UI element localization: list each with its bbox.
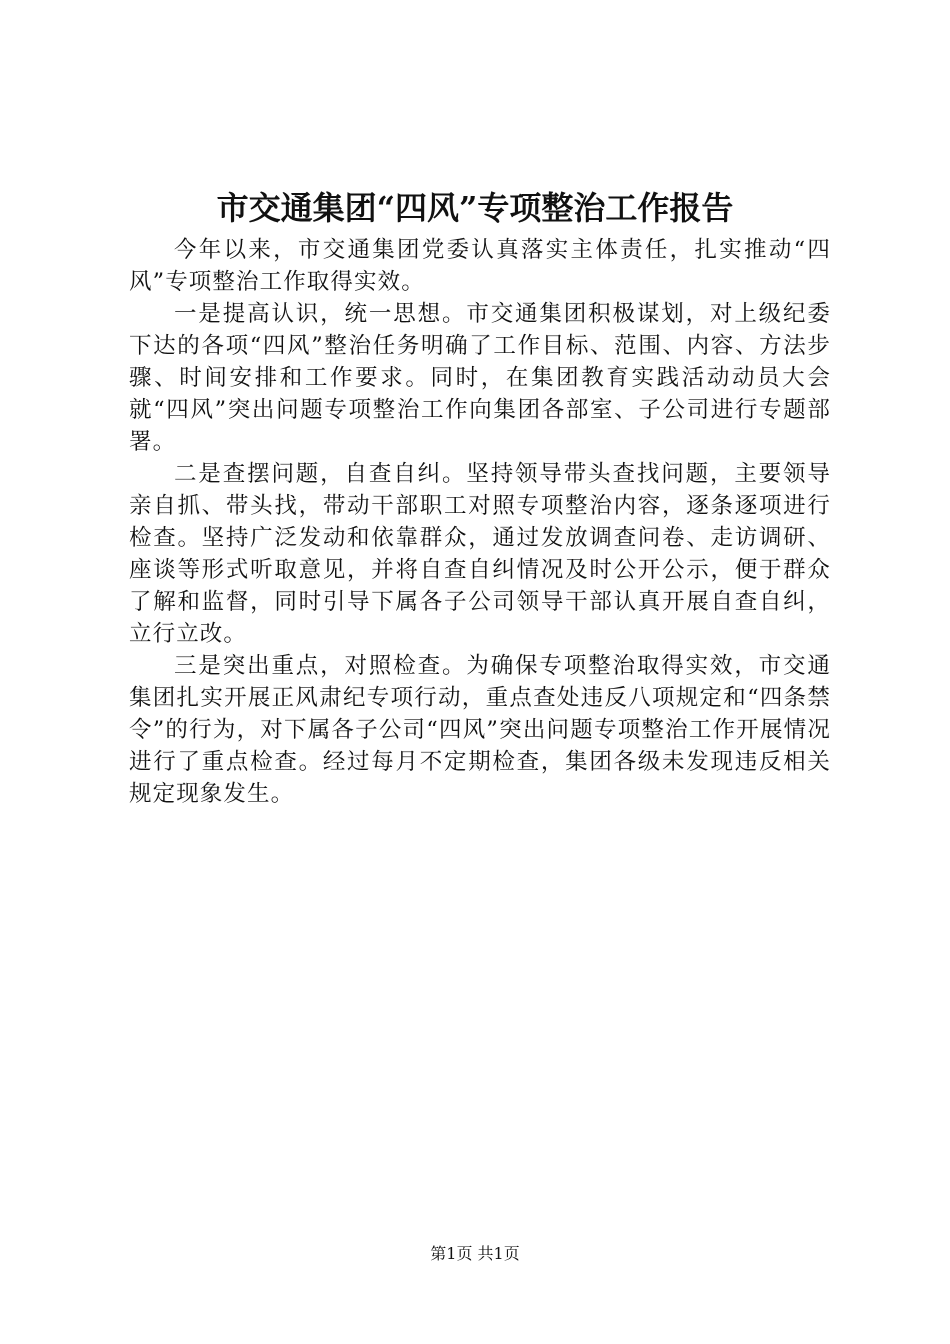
paragraph-point-2: 二是查摆问题，自查自纠。坚持领导带头查找问题，主要领导亲自抓、带头找，带动干部职工对照专项整治内容，逐条逐项进行检查。坚持广泛发动和依靠群众，通过发放调查问卷、走访调研、座谈等形式听取意见，并将自查自纠情况及时公开公示，便于群众了解和监督，同时引导下属各子公司领导干部认真开展自查自纠，立行立改。 bbox=[129, 461, 831, 647]
page-footer: 第1页 共1页 bbox=[430, 1244, 520, 1263]
paragraph-intro: 今年以来，市交通集团党委认真落实主体责任，扎实推动“四风”专项整治工作取得实效。 bbox=[129, 237, 831, 295]
paragraph-point-1: 一是提高认识，统一思想。市交通集团积极谋划，对上级纪委下达的各项“四风”整治任务明确了工作目标、范围、内容、方法步骤、时间安排和工作要求。同时，在集团教育实践活动动员大会就“四风”突出问题专项整治工作向集团各部室、子公司进行专题部署。 bbox=[129, 301, 831, 455]
document-body bbox=[129, 234, 831, 810]
document-title: 市交通集团“四风”专项整治工作报告 bbox=[216, 189, 734, 227]
paragraph-point-3: 三是突出重点，对照检查。为确保专项整治取得实效，市交通集团扎实开展正风肃纪专项行动，重点查处违反八项规定和“四条禁令”的行为，对下属各子公司“四风”突出问题专项整治工作开展情况进行了重点检查。经过每月不定期检查，集团各级未发现违反相关规定现象发生。 bbox=[129, 653, 831, 807]
